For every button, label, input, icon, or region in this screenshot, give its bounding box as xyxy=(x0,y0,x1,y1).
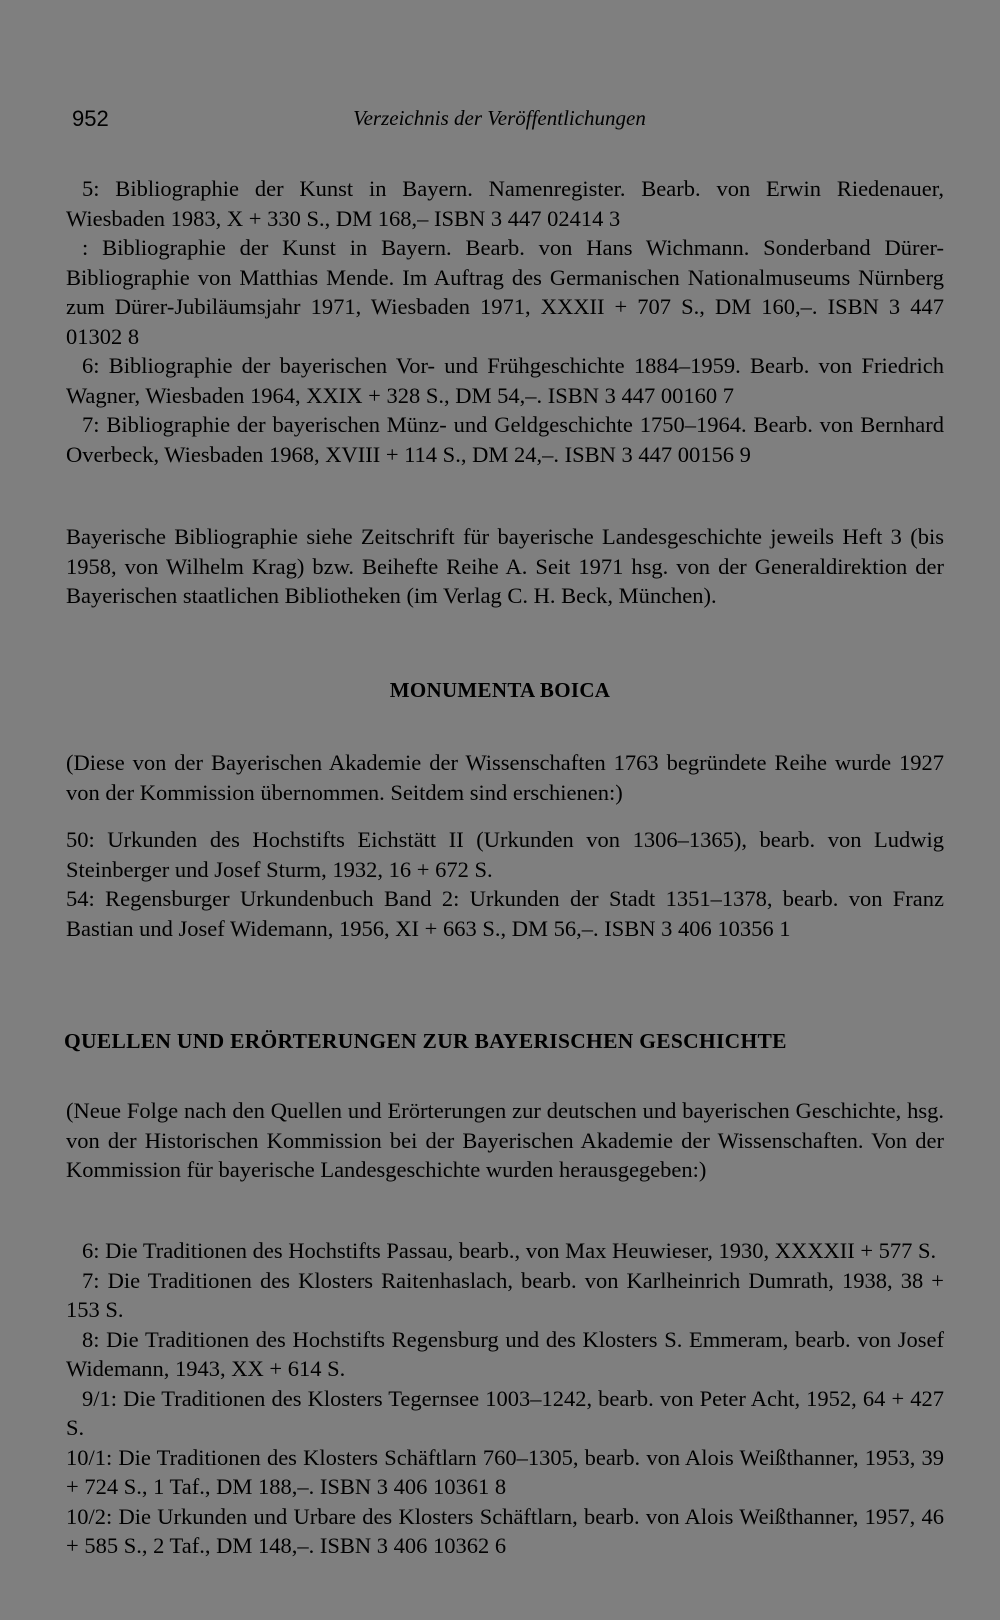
section-heading-quellen: QUELLEN UND ERÖRTERUNGEN ZUR BAYERISCHEN GESCHICHTE xyxy=(64,1029,787,1053)
intro-paragraph: (Diese von der Bayerischen Akademie der Wissenschaften 1763 begründete Reihe wurde 1927 von der Kommission übernommen. Seitdem sind erschienen:) xyxy=(66,750,944,805)
list-item: 6: Bibliographie der bayerischen Vor- und Frühgeschichte 1884–1959. Bearb. von Friedrich Wagner, Wiesbaden 1964, XXIX + 328 S., DM 54,–. ISBN 3 447 00160 7 xyxy=(66,353,944,408)
list-item: 54: Regensburger Urkundenbuch Band 2: Urkunden der Stadt 1351–1378, bearb. von Franz Bastian und Josef Widemann, 1956, XI + 663 S., DM 56,–. ISBN 3 406 10356 1 xyxy=(66,886,944,941)
page-header xyxy=(72,106,927,136)
section-heading-monumenta: MONUMENTA BOICA xyxy=(389,678,611,702)
list-item: 7: Bibliographie der bayerischen Münz- und Geldgeschichte 1750–1964. Bearb. von Bernhard Overbeck, Wiesbaden 1968, XVIII + 114 S., DM 24,–. ISBN 3 447 00156 9 xyxy=(66,412,944,467)
quellen-intro xyxy=(66,1096,944,1185)
list-item: 7: Die Traditionen des Klosters Raitenhaslach, bearb. von Karlheinrich Dumrath, 1938, 38 + 153 S. xyxy=(66,1267,944,1322)
bibliographie-list xyxy=(66,174,944,469)
note-paragraph: Bayerische Bibliographie siehe Zeitschrift für bayerische Landesgeschichte jeweils Heft 3 (bis 1958, von Wilhelm Krag) bzw. Beihefte Reihe A. Seit 1971 hsg. von der Generaldirektion der Bayerischen staatlichen Bibliotheken (im Verlag C. H. Beck, München). xyxy=(66,524,944,608)
list-item: 8: Die Traditionen des Hochstifts Regensburg und des Klosters S. Emmeram, bearb. von Josef Widemann, 1943, XX + 614 S. xyxy=(66,1326,944,1381)
list-item: 6: Die Traditionen des Hochstifts Passau, bearb., von Max Heuwieser, 1930, XXXXII + 577 S. xyxy=(82,1238,937,1263)
quellen-list xyxy=(66,1236,944,1561)
bayerische-bibliographie-note xyxy=(66,522,944,611)
list-item: 9/1: Die Traditionen des Klosters Tegernsee 1003–1242, bearb. von Peter Acht, 1952, 64 + 427 S. xyxy=(66,1385,944,1440)
page-number: 952 xyxy=(72,106,109,131)
running-title: Verzeichnis der Veröffentlichungen xyxy=(353,106,646,130)
list-item: : Bibliographie der Kunst in Bayern. Bearb. von Hans Wichmann. Sonderband Dürer-Bibliographie von Matthias Mende. Im Auftrag des Germanischen Nationalmuseums Nürnberg zum Dürer-Jubiläumsjahr 1971, Wiesbaden 1971, XXXII + 707 S., DM 160,–. ISBN 3 447 01302 8 xyxy=(66,235,944,349)
list-item: 10/2: Die Urkunden und Urbare des Klosters Schäftlarn, bearb. von Alois Weißthanner, 1957, 46 + 585 S., 2 Taf., DM 148,–. ISBN 3 406 10362 6 xyxy=(66,1503,944,1558)
intro-paragraph: (Neue Folge nach den Quellen und Erörterungen zur deutschen und bayerischen Geschichte, hsg. von der Historischen Kommission bei der Bayerischen Akademie der Wissenschaften. Von der Kommission für bayerische Landesgeschichte wurden herausgegeben:) xyxy=(66,1098,944,1182)
list-item: 10/1: Die Traditionen des Klosters Schäftlarn 760–1305, bearb. von Alois Weißthanner, 1953, 39 + 724 S., 1 Taf., DM 188,–. ISBN 3 406 10361 8 xyxy=(66,1444,944,1499)
monumenta-intro xyxy=(66,748,944,807)
list-item: 50: Urkunden des Hochstifts Eichstätt II (Urkunden von 1306–1365), bearb. von Ludwig Steinberger und Josef Sturm, 1932, 16 + 672 S. xyxy=(66,827,944,882)
list-item: 5: Bibliographie der Kunst in Bayern. Namenregister. Bearb. von Erwin Riedenauer, Wiesbaden 1983, X + 330 S., DM 168,– ISBN 3 447 02414 3 xyxy=(66,176,944,231)
monumenta-list xyxy=(66,825,944,943)
